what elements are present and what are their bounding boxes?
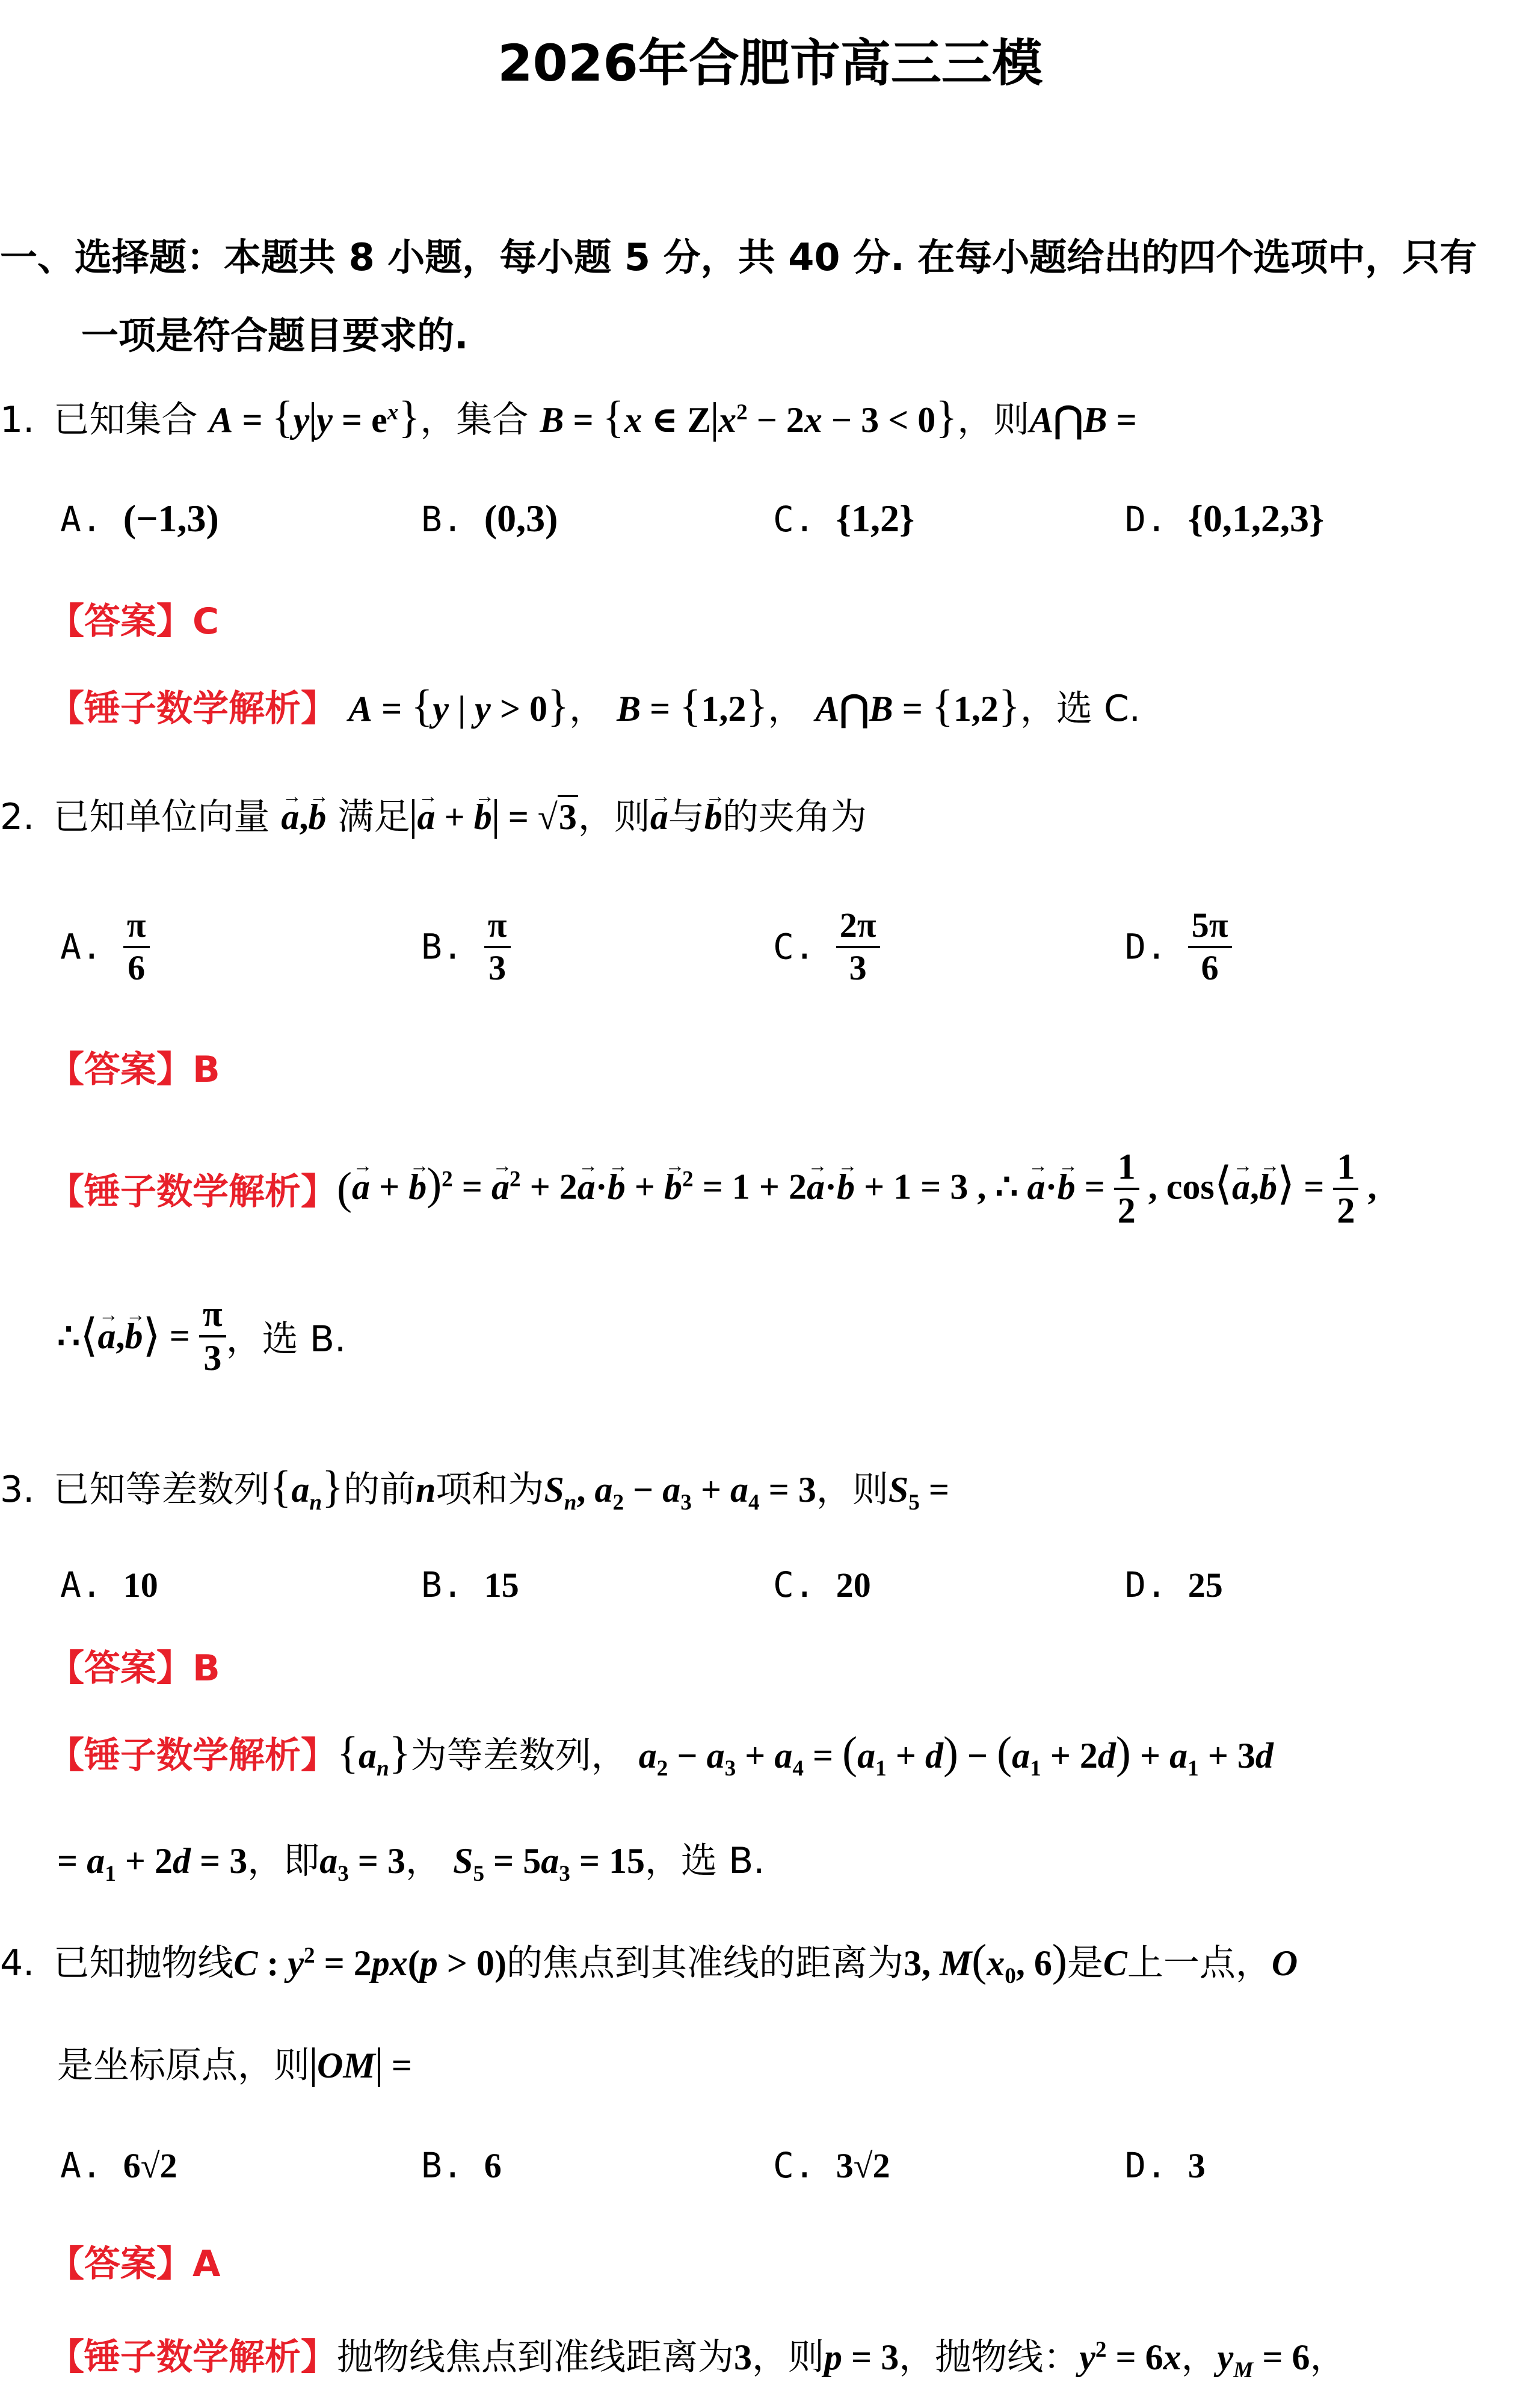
q1-option-a: A. (−1,3) — [60, 497, 219, 540]
q3-analysis-cont: = $a_1 + 2d = 3$，即$a_3 = 3$， $S_5 = 5a_3 = 15$，选 B. — [57, 1840, 765, 1886]
question-number: 3. — [0, 1469, 35, 1511]
q4-option-c: C. 3√2 — [773, 2145, 890, 2186]
section-heading-line2: 一项是符合题目要求的. — [81, 313, 469, 357]
question-4: 4. 已知抛物线C : $y^2 = 2px(p > 0)$的焦点到其准线的距离为3, $M(x_0$, 6)是C上一点，O — [0, 1936, 1298, 1988]
q2-option-d: D. $\frac{5\pi}{6}$ — [1125, 905, 1232, 988]
q1-analysis: 【锤子数学解析】 A = {y | y > 0}， B = {1,2}， A⋂B = {1,2}，选 C. — [48, 681, 1141, 731]
q2-answer: 【答案】B — [48, 1049, 220, 1091]
question-3: 3. 已知等差数列$\{a_n\}$的前n项和为$S_n$, $a_2 - a_3 + a_4 = 3$，则$S_5$ = — [0, 1462, 950, 1515]
q2-option-c: C. $\frac{2\pi}{3}$ — [773, 905, 880, 988]
q3-option-d: D. 25 — [1125, 1564, 1223, 1605]
q2-analysis: 【锤子数学解析】(→ a + → b)$^2$ = → $a^2 + 2\to a\cdot\to b$ + → $b^2 = 1 + 2\to a\cdot\to b + 1 = 3$ , ∴ → a·→ b = $\frac{1}{2}$ , cos⟨→ a,→ b⟩ = $\frac{1}{2}$ , — [48, 1146, 1376, 1232]
question-1: 1. 已知集合 A = {y $y = e^x$}，集合 B = {x ∈ Z $x^2 - 2x - 3 < 0$}，则A⋂B = — [0, 392, 1137, 442]
q3-answer: 【答案】B — [48, 1647, 220, 1689]
q1-option-b: B. (0,3) — [421, 497, 558, 540]
q4-option-b: B. 6 — [421, 2145, 502, 2186]
q1-option-c: C. {1,2} — [773, 497, 915, 540]
section-heading-line1: 一、选择题：本题共 8 小题，每小题 5 分，共 40 分. 在每小题给出的四个选项中，只有 — [0, 235, 1477, 279]
question-4-cont: 是坐标原点，则 OM = — [57, 2044, 412, 2087]
question-2: 2. 已知单位向量 → a,→ b 满足→ a + → b = √3，则→ a与→ b的夹角为 — [0, 788, 867, 840]
q1-option-d: D. {0,1,2,3} — [1125, 497, 1325, 540]
question-number: 2. — [0, 796, 35, 838]
q3-option-b: B. 15 — [421, 1564, 519, 1605]
q3-option-a: A. 10 — [60, 1564, 158, 1605]
q1-answer: 【答案】C — [48, 600, 220, 643]
q4-option-d: D. 3 — [1125, 2145, 1206, 2186]
page-title: 2026年合肥市高三三模 — [497, 34, 1043, 93]
question-number: 1. — [0, 399, 35, 441]
q2-option-a: A. $\frac{\pi}{6}$ — [60, 905, 150, 988]
q2-option-b: B. $\frac{\pi}{3}$ — [421, 905, 511, 988]
q3-analysis: 【锤子数学解析】$\{a_n\}$为等差数列， $a_2 - a_3 + a_4 = (a_1 + d) - (a_1 + 2d) + a_1 + 3d$ — [48, 1728, 1274, 1781]
q3-option-c: C. 20 — [773, 1564, 871, 1605]
q4-answer: 【答案】A — [48, 2243, 221, 2285]
q4-analysis: 【锤子数学解析】抛物线焦点到准线距离为3，则p = 3，抛物线：$y^2 = 6x$，$y_M = 6$， — [48, 2336, 1346, 2383]
question-number: 4. — [0, 1942, 35, 1984]
q2-analysis-cont: ∴⟨→ a,→ b⟩ = $\frac{\pi}{3}$ ，选 B. — [57, 1294, 346, 1379]
q4-option-a: A. 6√2 — [60, 2145, 177, 2186]
